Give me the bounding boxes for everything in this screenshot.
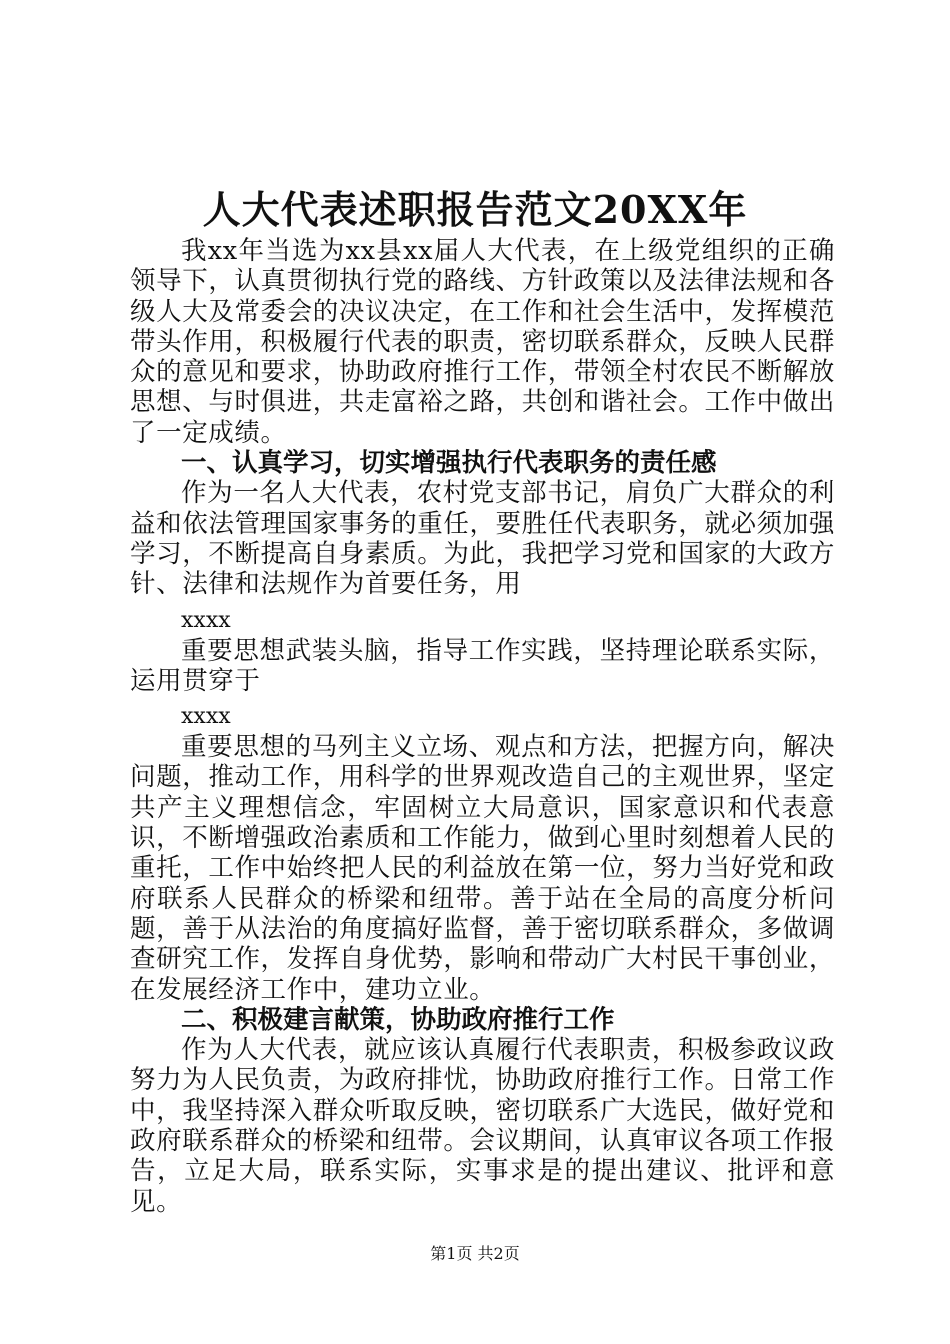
section-2-paragraph-1: 作为人大代表，就应该认真履行代表职责，积极参政议政努力为人民负责，为政府排忧，协助政府推行工作。日常工作中，我坚持深入群众听取反映，密切联系广大选民，做好党和政府联系群众的桥梁和纽带。会议期间，认真审议各项工作报告，立足大局，联系实际，实事求是的提出建议、批评和意见。 xyxy=(130,1035,835,1217)
section-1-paragraph-1: 作为一名人大代表，农村党支部书记，肩负广大群众的利益和依法管理国家事务的重任，要胜任代表职务，就必须加强学习，不断提高自身素质。为此，我把学习党和国家的大政方针、法律和法规作为首要任务，用 xyxy=(130,478,835,600)
section-2-heading: 二、积极建言献策，协助政府推行工作 xyxy=(181,1004,615,1035)
page-footer: 第1页 共2页 xyxy=(430,1244,520,1263)
intro-paragraph: 我xx年当选为xx县xx届人大代表，在上级党组织的正确领导下，认真贯彻执行党的路线、方针政策以及法律法规和各级人大及常委会的决议决定，在工作和社会生活中，发挥模范带头作用，积极履行代表的职责，密切联系群众，反映人民群众的意见和要求，协助政府推行工作，带领全村农民不断解放思想、与时俱进，共走富裕之路，共创和谐社会。工作中做出了一定成绩。 xyxy=(130,236,835,448)
section-1-paragraph-2: 重要思想武装头脑，指导工作实践，坚持理论联系实际，运用贯穿于 xyxy=(130,635,835,696)
document-title: 人大代表述职报告范文20XX年 xyxy=(202,187,748,232)
placeholder-text-2: xxxx xyxy=(181,704,231,730)
section-1-paragraph-3: 重要思想的马列主义立场、观点和方法，把握方向，解决问题，推动工作，用科学的世界观改造自己的主观世界，坚定共产主义理想信念，牢固树立大局意识，国家意识和代表意识，不断增强政治素质和工作能力，做到心里时刻想着人民的重托，工作中始终把人民的利益放在第一位，努力当好党和政府联系人民群众的桥梁和纽带。善于站在全局的高度分析问题，善于从法治的角度搞好监督，善于密切联系群众，多做调查研究工作，发挥自身优势，影响和带动广大村民干事创业，在发展经济工作中，建功立业。 xyxy=(130,732,835,1005)
placeholder-text-1: xxxx xyxy=(181,607,231,633)
document-body xyxy=(130,236,835,1217)
section-1-heading: 一、认真学习，切实增强执行代表职务的责任感 xyxy=(181,448,717,479)
